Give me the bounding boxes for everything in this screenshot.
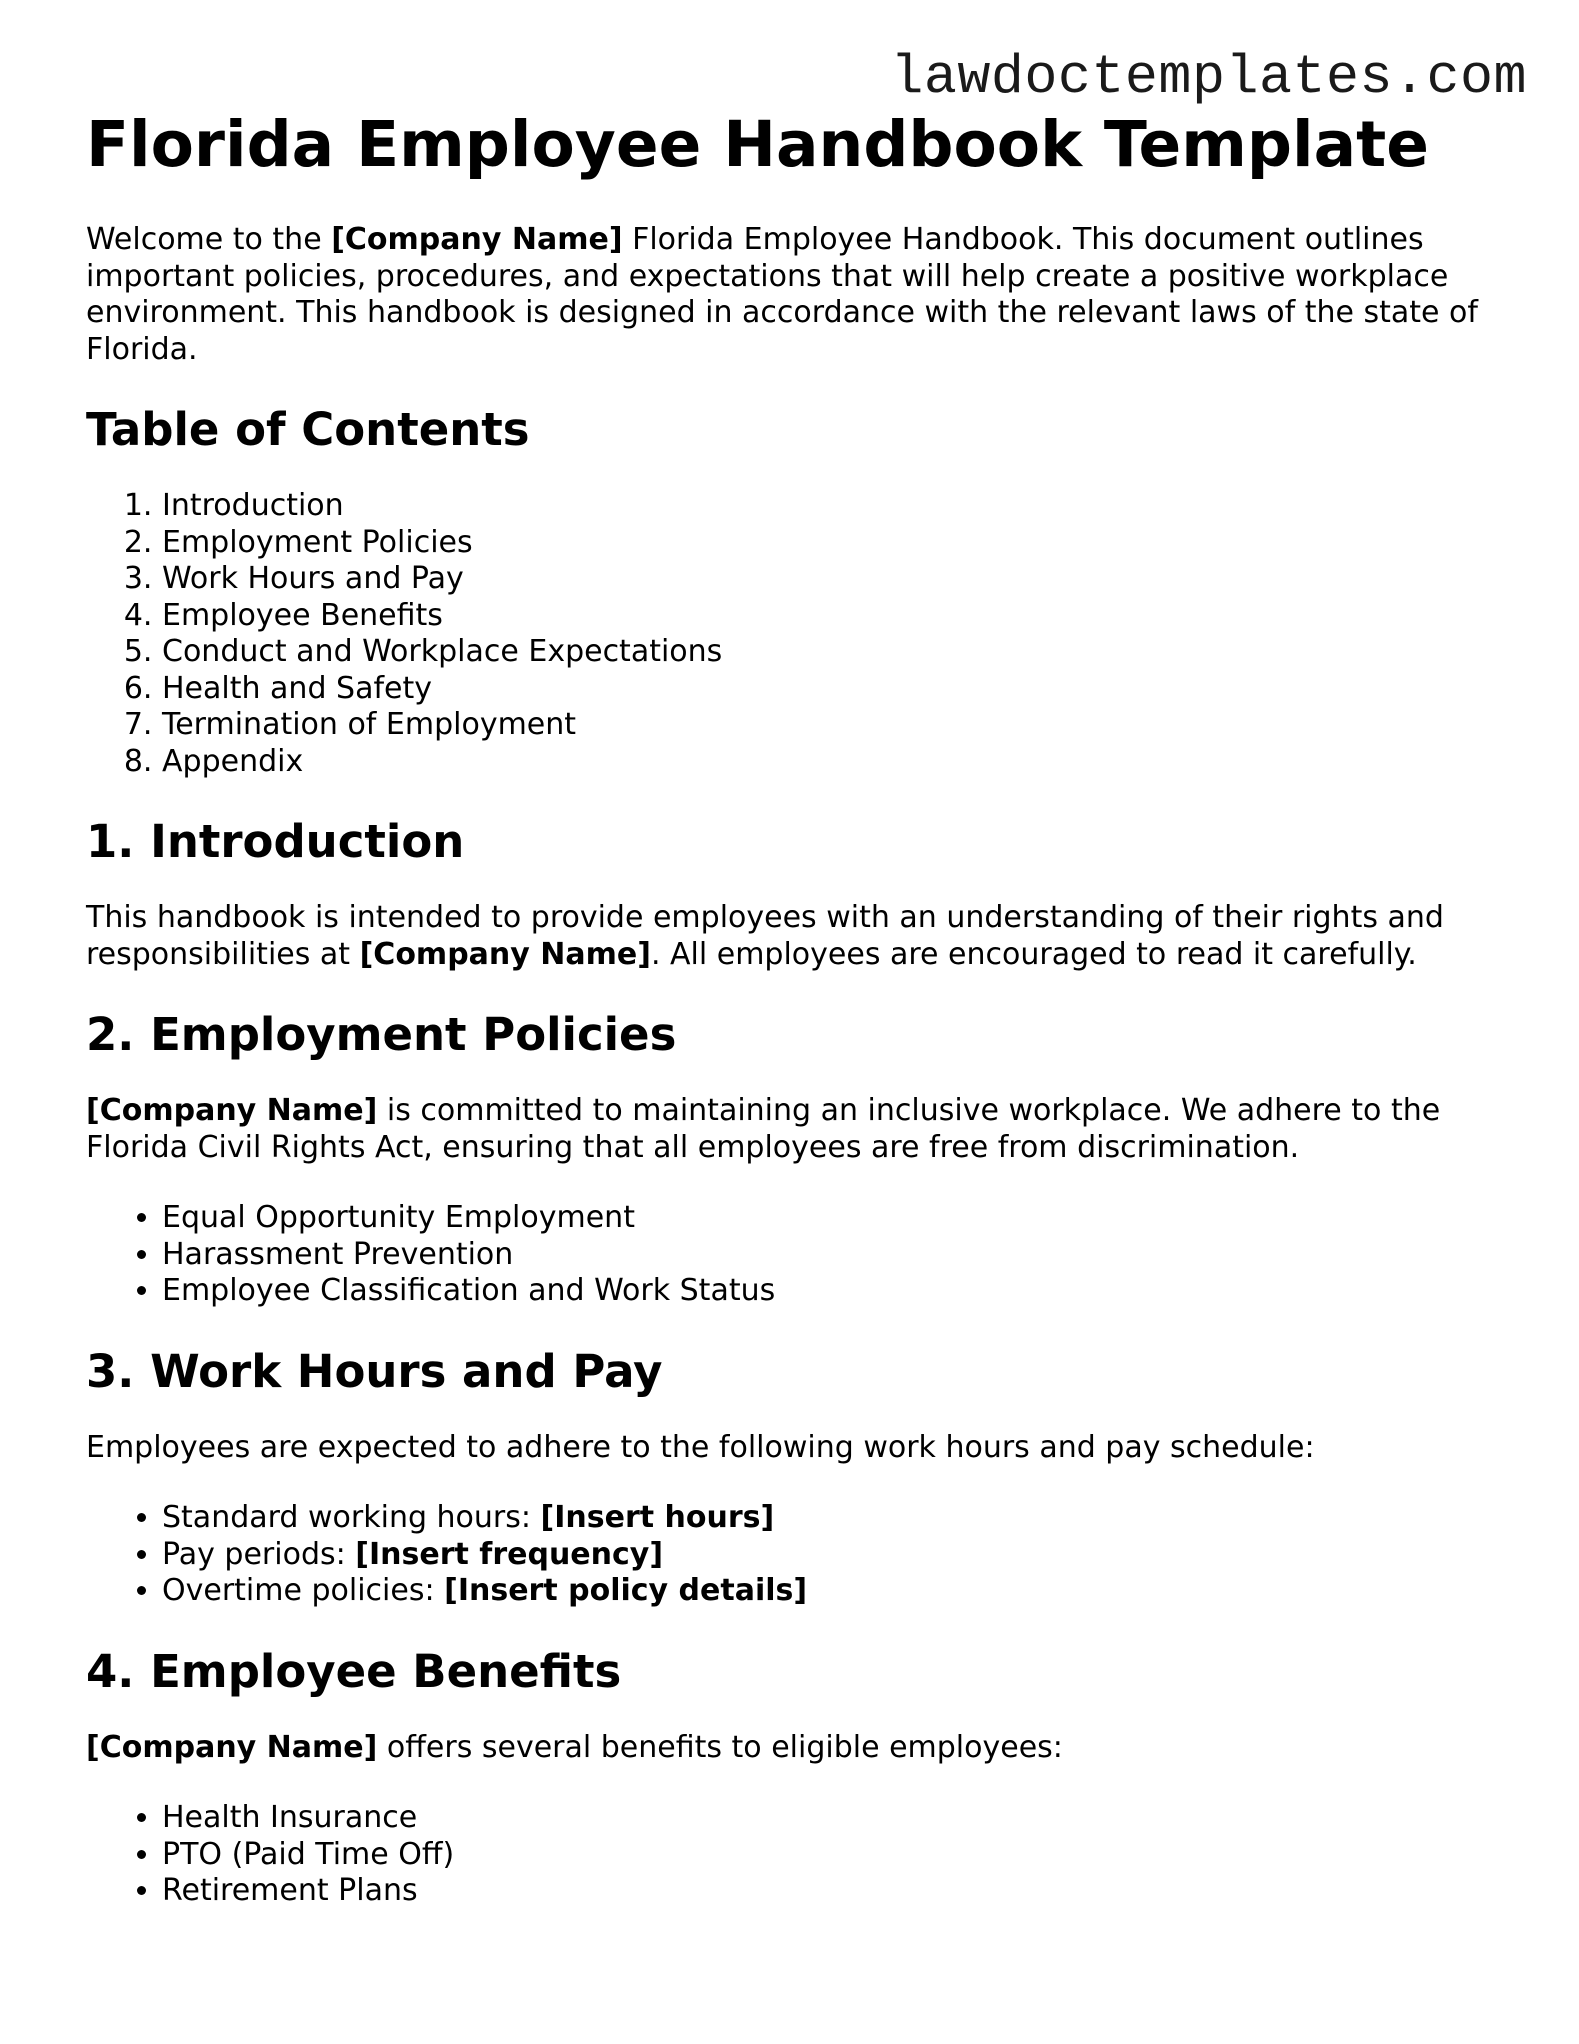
intro-text-post: Florida Employee Handbook. This document outlines important policies, procedures, and expectations that will help create a positive workplace environment. This handbook is designed in accordance with the relevant laws of the state of Florida. bbox=[86, 222, 1478, 367]
list-item-label: Overtime policies: bbox=[162, 1573, 445, 1608]
employment-policies-list bbox=[86, 1200, 1506, 1310]
intro-paragraph bbox=[86, 222, 1506, 368]
company-name-placeholder: [Company Name] bbox=[359, 936, 651, 972]
list-item: • Harassment Prevention bbox=[162, 1237, 1506, 1274]
toc-item-termination: 7. Termination of Employment bbox=[162, 707, 1506, 744]
company-name-placeholder: [Company Name] bbox=[86, 1729, 378, 1765]
company-name-placeholder: [Company Name] bbox=[331, 222, 623, 257]
benefits-text: offers several benefits to eligible employees: bbox=[377, 1729, 1063, 1765]
toc-item-employment-policies: 2. Employment Policies bbox=[162, 525, 1506, 562]
toc-item-employee-benefits: 4. Employee Benefits bbox=[162, 598, 1506, 635]
policy-details-placeholder: [Insert policy details] bbox=[444, 1573, 808, 1608]
section-heading-work-hours: 3. Work Hours and Pay bbox=[86, 1344, 663, 1398]
list-item: • Retirement Plans bbox=[162, 1873, 1506, 1910]
employment-policies-paragraph bbox=[86, 1093, 1506, 1166]
list-item: • Equal Opportunity Employment bbox=[162, 1200, 1506, 1237]
section-heading-introduction: 1. Introduction bbox=[86, 815, 465, 868]
work-hours-list bbox=[86, 1500, 1506, 1610]
document-title: Florida Employee Handbook Template bbox=[86, 108, 1429, 181]
list-item: • PTO (Paid Time Off) bbox=[162, 1837, 1506, 1874]
introduction-text-post: . All employees are encouraged to read it carefully. bbox=[650, 936, 1417, 972]
intro-text-pre: Welcome to the bbox=[86, 222, 332, 257]
toc-heading: Table of Contents bbox=[86, 403, 530, 456]
toc-item-work-hours-and-pay: 3. Work Hours and Pay bbox=[162, 561, 1506, 598]
benefits-list bbox=[86, 1800, 1506, 1910]
list-item: • Health Insurance bbox=[162, 1800, 1506, 1837]
list-item: • Employee Classification and Work Status bbox=[162, 1273, 1506, 1310]
list-item-label: Pay periods: bbox=[162, 1536, 356, 1572]
work-hours-paragraph: Employees are expected to adhere to the following work hours and pay schedule: bbox=[86, 1429, 1315, 1465]
toc-item-introduction: 1. Introduction bbox=[162, 488, 1506, 525]
toc-item-conduct: 5. Conduct and Workplace Expectations bbox=[162, 634, 1506, 671]
hours-placeholder: [Insert hours] bbox=[540, 1500, 775, 1535]
section-heading-employment-policies: 2. Employment Policies bbox=[86, 1008, 677, 1061]
introduction-paragraph bbox=[86, 900, 1506, 973]
list-item-label: Standard working hours: bbox=[162, 1500, 541, 1535]
toc-item-health-and-safety: 6. Health and Safety bbox=[162, 671, 1506, 708]
benefits-paragraph bbox=[86, 1730, 1506, 1767]
frequency-placeholder: [Insert frequency] bbox=[355, 1536, 664, 1572]
watermark: lawdoctemplates.com bbox=[890, 46, 1527, 109]
list-item bbox=[162, 1573, 1506, 1610]
section-heading-benefits: 4. Employee Benefits bbox=[86, 1644, 622, 1698]
introduction-text-pre: This handbook is intended to provide employees with an understanding of their rights and responsibilities at bbox=[86, 900, 1444, 972]
document-page bbox=[86, 106, 1506, 1944]
toc-list bbox=[86, 488, 1506, 780]
employment-policies-text: is committed to maintaining an inclusive workplace. We adhere to the Florida Civil Rights Act, ensuring that all employees are free from discrimination. bbox=[86, 1093, 1441, 1165]
toc-item-appendix: 8. Appendix bbox=[162, 744, 1506, 781]
list-item bbox=[162, 1500, 1506, 1537]
list-item bbox=[162, 1537, 1506, 1574]
company-name-placeholder: [Company Name] bbox=[86, 1093, 378, 1128]
